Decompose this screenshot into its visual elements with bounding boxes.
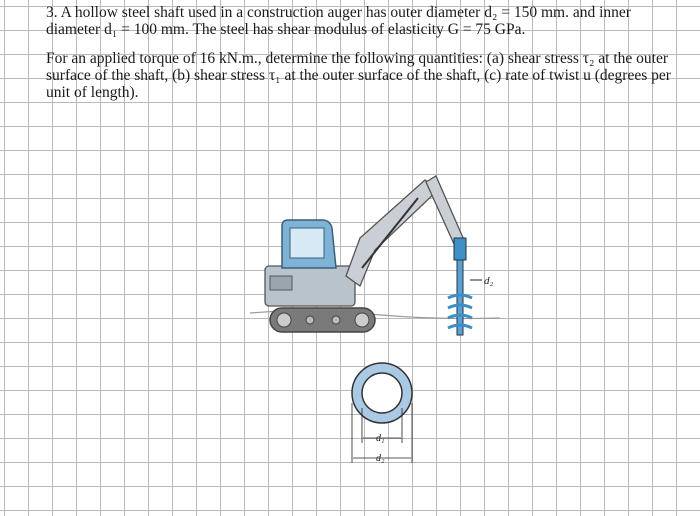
problem-intro: 3. A hollow steel shaft used in a construction auger has outer diameter d₂ = 150 mm. and inner diameter d₁ = 100 mm. The steel has shear modulus of elasticity G = 75 GPa. [46, 4, 631, 38]
auger-dim-label: d₂ [484, 275, 494, 287]
d1-label: d₁ [376, 433, 385, 444]
inner-hole [362, 373, 402, 413]
track-wheel [306, 316, 314, 324]
track-wheel [355, 313, 369, 327]
track-wheel [277, 313, 291, 327]
track-wheel [332, 316, 340, 324]
auger-figure [250, 168, 520, 478]
d2-label: d₂ [376, 453, 385, 464]
cab-window [290, 228, 324, 258]
grille [270, 276, 292, 290]
auger-drive [454, 238, 466, 260]
auger [448, 238, 494, 335]
boom [346, 180, 438, 286]
problem-statement [46, 4, 686, 101]
arm [426, 176, 464, 244]
problem-question: For an applied torque of 16 kN.m., determine the following quantities: (a) shear stress τ₂ at the outer surface of the shaft, (b) shear stress τ₁ at the outer surface of the shaft, (c) rate of twist u (degrees per unit of length). [46, 50, 671, 101]
cross-section [352, 363, 412, 464]
excavator [265, 176, 464, 332]
